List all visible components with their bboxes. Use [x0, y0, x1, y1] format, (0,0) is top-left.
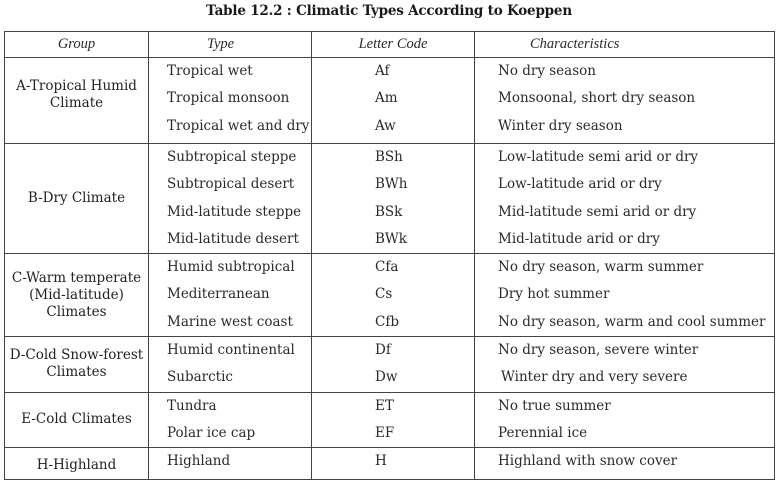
type-value: Tropical wet: [167, 63, 253, 79]
characteristics-value: Mid-latitude arid or dry: [498, 230, 660, 247]
characteristics-value: Monsoonal, short dry season: [498, 90, 696, 107]
code-value: BSh: [375, 149, 403, 165]
group-row-b: [5, 144, 775, 254]
characteristics-value: No dry season, severe winter: [498, 342, 699, 359]
code-value: EF: [375, 424, 395, 441]
code-value: Cs: [375, 286, 393, 303]
code-value: Dw: [375, 369, 398, 386]
group-name: D-Cold Snow-forest Climates: [5, 337, 149, 393]
code-value: ET: [375, 397, 394, 414]
code-cell: [312, 254, 475, 337]
characteristics-cell: [475, 144, 775, 254]
code-value: Aw: [375, 117, 396, 134]
characteristics-value: Dry hot summer: [498, 286, 610, 303]
type-cell: [149, 144, 312, 254]
type-value: Humid subtropical: [167, 259, 295, 276]
group-name: E-Cold Climates: [5, 392, 149, 448]
code-value: Cfa: [375, 259, 399, 276]
code-value: Am: [375, 90, 398, 107]
type-value: Subtropical steppe: [167, 149, 297, 165]
type-value: Mediterranean: [167, 286, 270, 303]
code-cell: [312, 448, 475, 480]
group-name: H-Highland: [5, 448, 149, 480]
characteristics-cell: [475, 448, 775, 480]
group-row-a: [5, 58, 775, 144]
type-value: Tropical monsoon: [167, 90, 290, 107]
type-value: Mid-latitude steppe: [167, 203, 302, 220]
group-name: B-Dry Climate: [5, 144, 149, 254]
code-cell: [312, 392, 475, 448]
group-row-e: [5, 392, 775, 448]
characteristics-value: No dry season, warm summer: [498, 259, 704, 276]
type-value: Highland: [167, 453, 231, 470]
column-header-group: Group: [5, 32, 149, 58]
characteristics-value: Winter dry and very severe: [501, 369, 688, 386]
characteristics-value: Perennial ice: [498, 424, 588, 441]
type-cell: [149, 448, 312, 480]
code-cell: [312, 337, 475, 393]
characteristics-cell: [475, 392, 775, 448]
column-header-characteristics: Characteristics: [475, 32, 775, 58]
characteristics-value: No dry season: [498, 63, 596, 79]
type-cell: [149, 58, 312, 144]
table-title: Table 12.2 : Climatic Types According to Koeppen: [206, 3, 572, 19]
code-value: Df: [375, 342, 391, 359]
type-value: Humid continental: [167, 342, 295, 359]
type-value: Polar ice cap: [167, 424, 256, 441]
characteristics-value: Winter dry season: [498, 117, 623, 134]
group-name: A-Tropical Humid Climate: [5, 58, 149, 144]
characteristics-value: Low-latitude arid or dry: [498, 176, 662, 193]
characteristics-cell: [475, 58, 775, 144]
column-header-letter-code: Letter Code: [312, 32, 475, 58]
header-row: [5, 32, 775, 58]
code-value: Af: [375, 63, 390, 79]
code-cell: [312, 144, 475, 254]
type-value: Marine west coast: [167, 313, 293, 330]
type-value: Mid-latitude desert: [167, 230, 299, 247]
characteristics-value: Mid-latitude semi arid or dry: [498, 203, 697, 220]
type-value: Subtropical desert: [167, 176, 295, 193]
characteristics-cell: [475, 254, 775, 337]
type-value: Tundra: [167, 397, 217, 414]
characteristics-value: No true summer: [498, 397, 611, 414]
code-cell: [312, 58, 475, 144]
type-value: Tropical wet and dry: [167, 117, 310, 134]
code-value: H: [375, 453, 387, 470]
koeppen-climate-table: [4, 31, 775, 480]
group-name: C-Warm temperate (Mid-latitude) Climates: [5, 254, 149, 337]
group-row-h: [5, 448, 775, 480]
group-row-d: [5, 337, 775, 393]
code-value: BSk: [375, 203, 403, 220]
type-value: Subarctic: [167, 369, 233, 386]
column-header-type: Type: [149, 32, 312, 58]
characteristics-value: No dry season, warm and cool summer: [498, 313, 766, 330]
type-cell: [149, 254, 312, 337]
code-value: Cfb: [375, 313, 399, 330]
characteristics-value: Low-latitude semi arid or dry: [498, 149, 699, 165]
code-value: BWh: [375, 176, 408, 193]
code-value: BWk: [375, 230, 407, 247]
type-cell: [149, 337, 312, 393]
characteristics-cell: [475, 337, 775, 393]
characteristics-value: Highland with snow cover: [498, 453, 678, 470]
type-cell: [149, 392, 312, 448]
group-row-c: [5, 254, 775, 337]
